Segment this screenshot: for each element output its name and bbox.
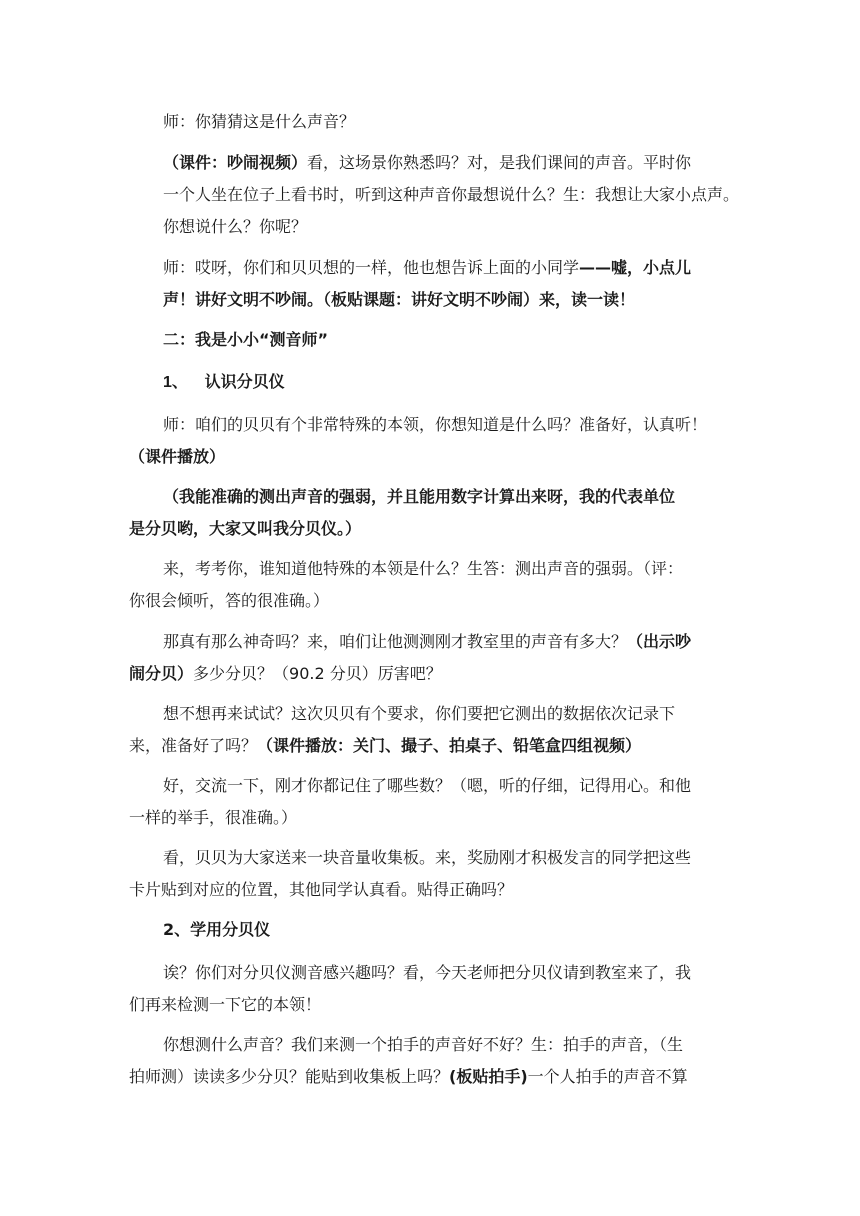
bold-note: （课件播放：关门、撮子、拍桌子、铅笔盒四组视频）	[257, 736, 642, 755]
subsection-heading-2	[129, 914, 765, 946]
subsection-heading-1	[129, 366, 765, 399]
bold-note: （课件：吵闹视频）	[163, 153, 308, 172]
text-run: 拍师测）读读多少分贝？能贴到收集板上吗？	[129, 1067, 450, 1086]
text-line: 师：咱们的贝贝有个非常特殊的本领，你想知道是什么吗？准备好，认真听！	[163, 415, 708, 434]
section-heading	[129, 324, 765, 356]
bold-note: （课件播放）	[129, 447, 226, 466]
paragraph-use-meter	[129, 957, 765, 1021]
text-line: 好，交流一下，刚才你都记住了哪些数？（嗯，听的仔细，记得用心。和他	[163, 776, 692, 795]
bold-line: 是分贝哟，大家又叫我分贝仪。）	[129, 519, 362, 538]
text-line: 你很会倾听，答的很准确。）	[129, 591, 330, 610]
paragraph-discussion	[129, 770, 765, 834]
bold-note: (板贴拍手)	[449, 1067, 528, 1086]
text-line: 一样的举手，很准确。）	[129, 808, 298, 827]
heading-title: 认识分贝仪	[204, 372, 285, 391]
paragraph-decibel-meter-intro	[129, 481, 765, 545]
paragraph-clap-test	[129, 1029, 765, 1093]
text-line	[163, 252, 765, 284]
text-line	[163, 626, 765, 658]
text-line: 来，考考你，谁知道他特殊的本领是什么？生答：测出声音的强弱。（评：	[163, 559, 684, 578]
paragraph-volume-board	[129, 842, 765, 906]
text-line: 卡片贴到对应的位置，其他同学认真看。贴得正确吗？	[129, 880, 514, 899]
text-run: 多少分贝？（90.2 分贝）厉害吧？	[193, 664, 442, 683]
paragraph-noise-video	[129, 147, 765, 243]
text-line: 想不想再来试试？这次贝贝有个要求，你们要把它测出的数据依次记录下	[163, 704, 676, 723]
heading-text	[163, 366, 765, 399]
text-line: 诶？你们对分贝仪测音感兴趣吗？看，今天老师把分贝仪请到教室来了，我	[163, 963, 692, 982]
bold-note: （出示吵	[627, 632, 692, 651]
text-line	[163, 284, 765, 316]
text-line: 们再来检测一下它的本领！	[129, 995, 322, 1014]
bold-note: 声！讲好文明不吵闹。（板贴课题：讲好文明不吵闹）来，读一读！	[163, 290, 636, 309]
text-line: 你想测什么声音？我们来测一个拍手的声音好不好？生：拍手的声音，（生	[163, 1035, 684, 1054]
text-line: 你想说什么？你呢？	[163, 217, 308, 236]
text-run: 那真有那么神奇吗？来，咱们让他测测刚才教室里的声音有多大？	[163, 632, 628, 651]
text-line	[129, 1061, 765, 1093]
text-line	[129, 730, 765, 762]
paragraph-quiz	[129, 553, 765, 617]
text-run: 来，准备好了吗？	[129, 736, 258, 755]
bold-note: 闹分贝）	[129, 664, 194, 683]
text-line	[129, 658, 765, 690]
bold-note: ——嘘，小点儿	[579, 258, 692, 277]
text-run: 一个人拍手的声音不算	[527, 1067, 688, 1086]
heading-text: 二：我是小小“测音师”	[163, 330, 329, 349]
heading-text: 2、学用分贝仪	[163, 920, 271, 939]
paragraph-measure-noise	[129, 626, 765, 690]
text-line: 看，贝贝为大家送来一块音量收集板。来，奖励刚才积极发言的同学把这些	[163, 848, 692, 867]
text-line: 一个人坐在位子上看书时，听到这种声音你最想说什么？生：我想让大家小点声。	[163, 185, 740, 204]
paragraph-teacher-question	[129, 106, 765, 138]
text-line	[163, 147, 765, 179]
text-run: 看，这场景你熟悉吗？对，是我们课间的声音。平时你	[307, 153, 692, 172]
bold-line: （我能准确的测出声音的强弱，并且能用数字计算出来呀，我的代表单位	[163, 487, 676, 506]
heading-number: 1、	[163, 374, 188, 391]
paragraph-lesson-title	[129, 252, 765, 316]
text-run: 师：哎呀，你们和贝贝想的一样，他也想告诉上面的小同学	[163, 258, 580, 277]
paragraph-special-skill	[129, 409, 765, 473]
paragraph-record-data	[129, 698, 765, 762]
text-line: 师：你猜猜这是什么声音？	[163, 112, 356, 131]
